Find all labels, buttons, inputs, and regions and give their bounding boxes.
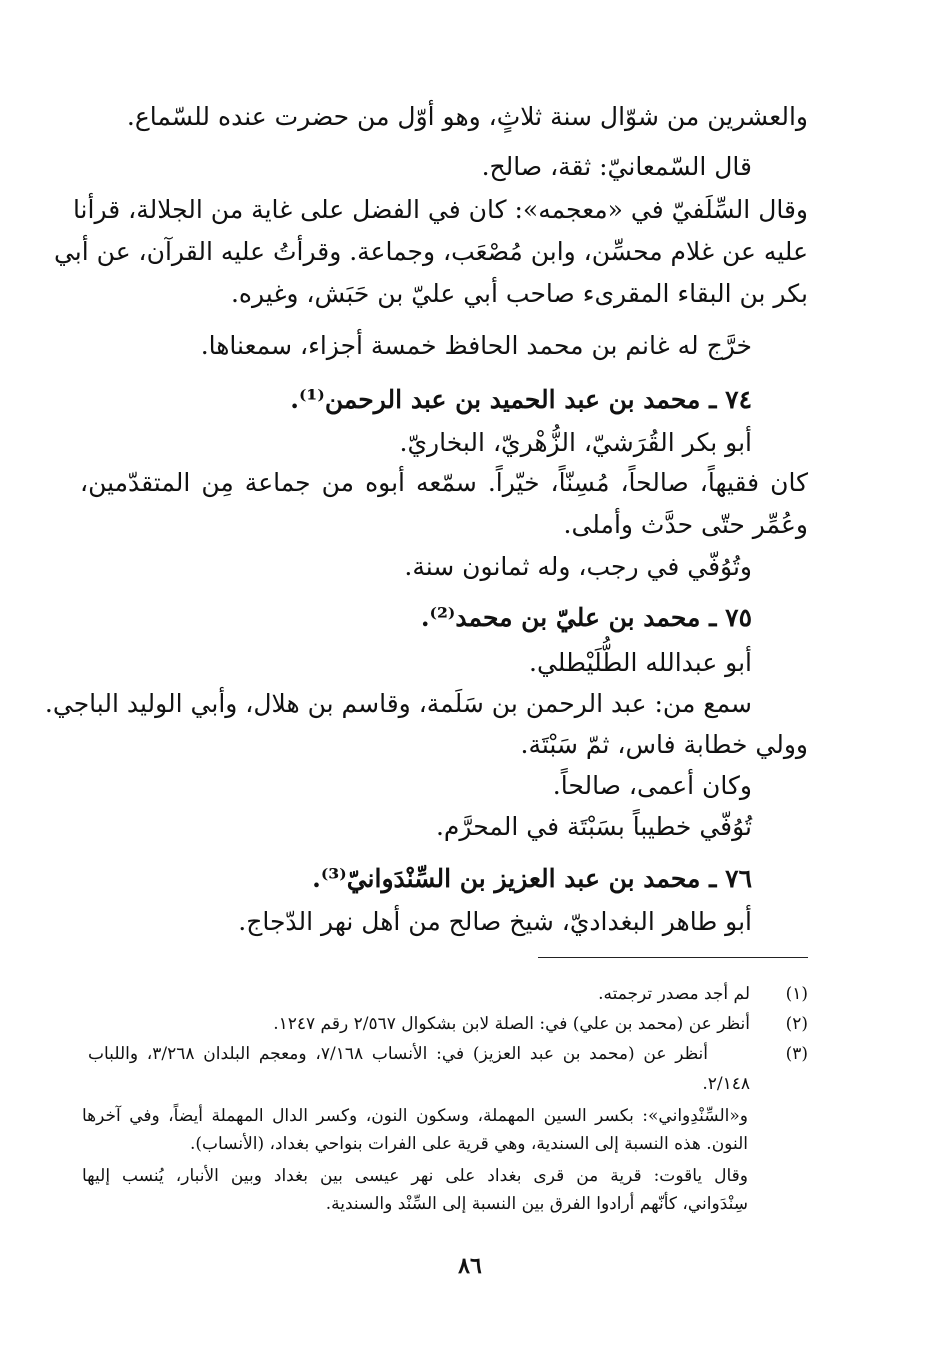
footnote-text: وقال ياقوت: قرية من قرى بغداد على نهر عيسى بين بغداد وبين الأنبار، يُنسب إليها xyxy=(82,1166,748,1186)
footnote-text: أنظر عن (محمد بن عبد العزيز) في: الأنساب ٧/١٦٨، ومعجم البلدان ٣/٢٦٨، واللباب xyxy=(88,1044,708,1064)
footnote-number: (١) xyxy=(785,984,808,1004)
footnote-text: أنظر عن (محمد بن علي) في: الصلة لابن بشكوال ٢/٥٦٧ رقم ١٢٤٧. xyxy=(273,1014,750,1034)
footnote-2 xyxy=(0,1011,940,1037)
footnote-text: النون. هذه النسبة إلى السندية، وهي قرية على الفرات بنواحي بغداد، (الأنساب). xyxy=(189,1134,748,1154)
text-line: أبو طاهر البغداديّ، شيخ صالح من أهل نهر الدّجاج. xyxy=(238,907,752,936)
footnote-3-cont xyxy=(0,1071,940,1097)
footnote-1 xyxy=(0,981,940,1007)
footnote-text: لم أجد مصدر ترجمته. xyxy=(598,984,750,1004)
text-line: قال السّمعانيّ: ثقة، صالح. xyxy=(481,152,752,181)
footnote-3-cont xyxy=(0,1163,940,1189)
text-line: وولي خطابة فاس، ثمّ سَبْتَة. xyxy=(520,730,808,759)
text-line: وتُوُفّي في رجب، وله ثمانون سنة. xyxy=(404,552,752,581)
footnote-number: (٢) xyxy=(785,1014,808,1034)
footnote-3-cont xyxy=(0,1103,940,1129)
footnote-number: (٣) xyxy=(785,1044,808,1064)
entry-heading-74: ٧٤ ـ محمد بن عبد الحميد بن عبد الرحمن⁽¹⁾. xyxy=(290,385,752,414)
text-line: خرَّج له غانم بن محمد الحافظ خمسة أجزاء، سمعناها. xyxy=(200,331,752,360)
footnote-text: سِنْدَواني، كأنّهم أرادوا الفرق بين النسبة إلى السِّنْد والسندية. xyxy=(325,1194,748,1214)
text-line: وعُمِّر حتّى حدَّث وأملى. xyxy=(563,510,808,539)
text-line: تُوُفّي خطيباً بسَبْتَة في المحرَّم. xyxy=(435,812,752,841)
text-line: وكان أعمى، صالحاً. xyxy=(552,771,752,800)
footnote-text: و«السِّنْدِواني»: بكسر السين المهملة، وسكون النون، وكسر الدال المهملة أيضاً، وفي آخرها xyxy=(82,1106,748,1126)
text-line: بكر بن البقاء المقرىء صاحب أبي عليّ بن حَبَش، وغيره. xyxy=(230,279,808,308)
text-line: أبو بكر القُرَشيّ، الزُّهْريّ، البخاريّ. xyxy=(399,428,752,457)
footnote-3-cont xyxy=(0,1131,940,1157)
text-line: كان فقيهاً، صالحاً، مُسِنّاً، خيّراً. سمّعه أبوه من جماعة مِن المتقدّمين، xyxy=(80,468,808,497)
text-line: سمع من: عبد الرحمن بن سَلَمة، وقاسم بن هلال، وأبي الوليد الباجي. xyxy=(44,689,752,718)
entry-heading-76: ٧٦ ـ محمد بن عبد العزيز بن السِّنْدَوانيّ⁽³⁾. xyxy=(312,864,752,893)
text-line: عليه عن غلام محسِّن، وابن مُصْعَب، وجماعة. وقرأتُ عليه القرآن، عن أبي xyxy=(53,237,808,266)
footnote-3-cont xyxy=(0,1191,940,1217)
footnote-3 xyxy=(0,1041,940,1067)
text-line: وقال السِّلَفيّ في «معجمه»: كان في الفضل على غاية من الجلالة، قرأنا xyxy=(72,195,808,224)
footnote-separator xyxy=(538,957,808,958)
footnote-text: ٢/١٤٨. xyxy=(702,1074,750,1094)
text-line: والعشرين من شوّال سنة ثلاثٍ، وهو أوّل من حضرت عنده للسّماع. xyxy=(126,102,808,131)
page-number: ٨٦ xyxy=(458,1253,482,1279)
entry-heading-75: ٧٥ ـ محمد بن عليّ بن محمد⁽²⁾. xyxy=(420,603,752,632)
text-line: أبو عبدالله الطُّلَيْطلي. xyxy=(529,648,752,677)
